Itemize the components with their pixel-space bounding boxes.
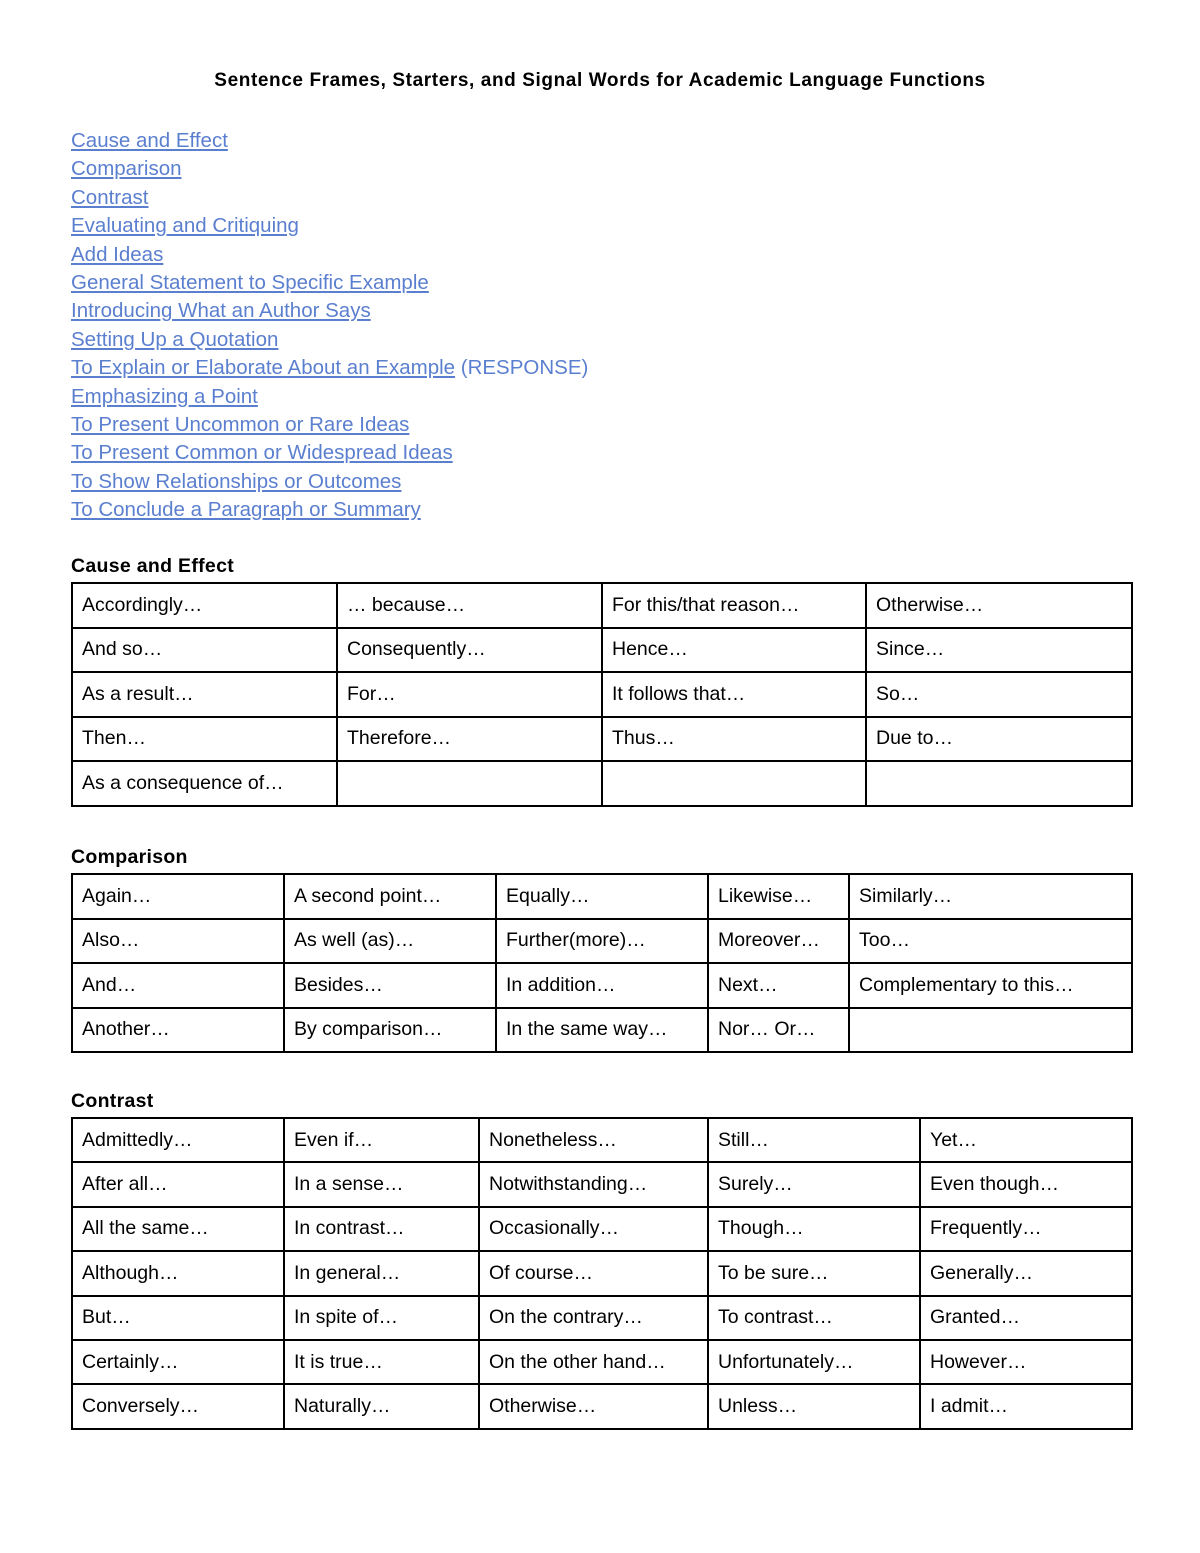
toc-link[interactable]: To Present Uncommon or Rare Ideas bbox=[71, 412, 410, 436]
table-cell bbox=[337, 761, 602, 806]
table-cell: In addition… bbox=[496, 963, 708, 1008]
table-row bbox=[72, 1296, 1132, 1340]
table-cell: Even though… bbox=[920, 1162, 1132, 1206]
table-cell: Naturally… bbox=[284, 1384, 479, 1428]
table-cell: Otherwise… bbox=[866, 583, 1132, 628]
toc-item bbox=[71, 241, 588, 269]
table-cell: Certainly… bbox=[72, 1340, 284, 1384]
table-cell: Nor… Or… bbox=[708, 1008, 849, 1053]
table-cell: Occasionally… bbox=[479, 1207, 708, 1251]
table-cell: Although… bbox=[72, 1251, 284, 1295]
table-cell: Further(more)… bbox=[496, 919, 708, 964]
toc-link[interactable]: Evaluating and Critiquing bbox=[71, 214, 299, 238]
table-cell: Admittedly… bbox=[72, 1118, 284, 1162]
table-cell: It follows that… bbox=[602, 672, 866, 717]
table-cell: Likewise… bbox=[708, 874, 849, 919]
table-row bbox=[72, 1251, 1132, 1295]
table-cell: For… bbox=[337, 672, 602, 717]
table-cell: Accordingly… bbox=[72, 583, 337, 628]
table-cell: To be sure… bbox=[708, 1251, 920, 1295]
table-cell: In general… bbox=[284, 1251, 479, 1295]
section-heading-cause-and-effect: Cause and Effect bbox=[71, 555, 235, 577]
table-cell: Still… bbox=[708, 1118, 920, 1162]
table-cell: Otherwise… bbox=[479, 1384, 708, 1428]
table-cell: Another… bbox=[72, 1008, 284, 1053]
toc-item bbox=[71, 297, 588, 325]
toc-link[interactable]: Comparison bbox=[71, 157, 182, 181]
comparison-table bbox=[71, 873, 1133, 1053]
table-cell: In a sense… bbox=[284, 1162, 479, 1206]
table-cell: By comparison… bbox=[284, 1008, 496, 1053]
table-cell: All the same… bbox=[72, 1207, 284, 1251]
table-cell: Though… bbox=[708, 1207, 920, 1251]
table-cell: Complementary to this… bbox=[849, 963, 1132, 1008]
table-cell: Too… bbox=[849, 919, 1132, 964]
toc-link[interactable]: Emphasizing a Point bbox=[71, 384, 258, 408]
table-cell: Granted… bbox=[920, 1296, 1132, 1340]
table-cell bbox=[849, 1008, 1132, 1053]
table-cell: Of course… bbox=[479, 1251, 708, 1295]
table-cell: Consequently… bbox=[337, 628, 602, 673]
table-cell: Unfortunately… bbox=[708, 1340, 920, 1384]
toc-link[interactable]: Add Ideas bbox=[71, 242, 164, 266]
contrast-table bbox=[71, 1117, 1133, 1430]
table-row bbox=[72, 919, 1132, 964]
table-cell: A second point… bbox=[284, 874, 496, 919]
toc-link[interactable]: To Show Relationships or Outcomes bbox=[71, 469, 402, 493]
toc-link[interactable]: Introducing What an Author Says bbox=[71, 299, 371, 323]
table-cell: Therefore… bbox=[337, 717, 602, 762]
section-heading-contrast: Contrast bbox=[71, 1090, 154, 1112]
table-cell: Hence… bbox=[602, 628, 866, 673]
toc-link[interactable]: General Statement to Specific Example bbox=[71, 270, 429, 294]
table-cell: And… bbox=[72, 963, 284, 1008]
table-row bbox=[72, 672, 1132, 717]
toc-link[interactable]: Contrast bbox=[71, 185, 149, 209]
table-cell: Frequently… bbox=[920, 1207, 1132, 1251]
table-cell: In spite of… bbox=[284, 1296, 479, 1340]
table-cell: In contrast… bbox=[284, 1207, 479, 1251]
table-cell: But… bbox=[72, 1296, 284, 1340]
table-cell: It is true… bbox=[284, 1340, 479, 1384]
toc-item bbox=[71, 269, 588, 297]
table-cell: In the same way… bbox=[496, 1008, 708, 1053]
toc-item bbox=[71, 212, 588, 240]
table-of-contents bbox=[71, 127, 588, 524]
table-cell: Nonetheless… bbox=[479, 1118, 708, 1162]
toc-item bbox=[71, 439, 588, 467]
toc-item bbox=[71, 326, 588, 354]
toc-link[interactable]: Cause and Effect bbox=[71, 129, 228, 152]
table-row bbox=[72, 1207, 1132, 1251]
table-cell: Besides… bbox=[284, 963, 496, 1008]
table-row bbox=[72, 717, 1132, 762]
table-row bbox=[72, 761, 1132, 806]
table-row bbox=[72, 1340, 1132, 1384]
table-cell: Notwithstanding… bbox=[479, 1162, 708, 1206]
section-heading-comparison: Comparison bbox=[71, 846, 188, 868]
table-cell: Equally… bbox=[496, 874, 708, 919]
table-cell: For this/that reason… bbox=[602, 583, 866, 628]
table-cell: Unless… bbox=[708, 1384, 920, 1428]
table-cell: As a consequence of… bbox=[72, 761, 337, 806]
cause-and-effect-table bbox=[71, 582, 1133, 807]
table-row bbox=[72, 874, 1132, 919]
table-row bbox=[72, 963, 1132, 1008]
table-cell: Again… bbox=[72, 874, 284, 919]
table-cell bbox=[866, 761, 1132, 806]
table-cell: Generally… bbox=[920, 1251, 1132, 1295]
table-cell: After all… bbox=[72, 1162, 284, 1206]
toc-item bbox=[71, 354, 588, 382]
table-cell: As a result… bbox=[72, 672, 337, 717]
toc-link[interactable]: To Explain or Elaborate About an Example bbox=[71, 356, 456, 380]
table-row bbox=[72, 1008, 1132, 1053]
table-cell: … because… bbox=[337, 583, 602, 628]
toc-item bbox=[71, 383, 588, 411]
table-cell: Even if… bbox=[284, 1118, 479, 1162]
table-cell: I admit… bbox=[920, 1384, 1132, 1428]
table-row bbox=[72, 1162, 1132, 1206]
toc-item bbox=[71, 468, 588, 496]
table-cell: Conversely… bbox=[72, 1384, 284, 1428]
table-cell: Thus… bbox=[602, 717, 866, 762]
toc-item bbox=[71, 155, 588, 183]
table-cell: Moreover… bbox=[708, 919, 849, 964]
table-row bbox=[72, 583, 1132, 628]
toc-item bbox=[71, 496, 588, 524]
table-cell: Yet… bbox=[920, 1118, 1132, 1162]
page-title: Sentence Frames, Starters, and Signal Words for Academic Language Functions bbox=[214, 70, 986, 91]
table-row bbox=[72, 1384, 1132, 1428]
table-cell: And so… bbox=[72, 628, 337, 673]
table-cell: On the other hand… bbox=[479, 1340, 708, 1384]
table-cell: So… bbox=[866, 672, 1132, 717]
table-cell bbox=[602, 761, 866, 806]
table-cell: Also… bbox=[72, 919, 284, 964]
toc-item bbox=[71, 411, 588, 439]
table-cell: On the contrary… bbox=[479, 1296, 708, 1340]
toc-item bbox=[71, 127, 588, 155]
toc-item bbox=[71, 184, 588, 212]
table-cell: Since… bbox=[866, 628, 1132, 673]
toc-link[interactable]: To Present Common or Widespread Ideas bbox=[71, 441, 453, 465]
toc-link[interactable]: To Conclude a Paragraph or Summary bbox=[71, 498, 421, 522]
table-cell: Similarly… bbox=[849, 874, 1132, 919]
toc-link-suffix: (RESPONSE) bbox=[455, 356, 589, 380]
table-cell: Due to… bbox=[866, 717, 1132, 762]
toc-link[interactable]: Setting Up a Quotation bbox=[71, 327, 279, 351]
table-row bbox=[72, 628, 1132, 673]
table-row bbox=[72, 1118, 1132, 1162]
table-cell: Next… bbox=[708, 963, 849, 1008]
table-cell: Then… bbox=[72, 717, 337, 762]
table-cell: However… bbox=[920, 1340, 1132, 1384]
table-cell: As well (as)… bbox=[284, 919, 496, 964]
table-cell: To contrast… bbox=[708, 1296, 920, 1340]
table-cell: Surely… bbox=[708, 1162, 920, 1206]
